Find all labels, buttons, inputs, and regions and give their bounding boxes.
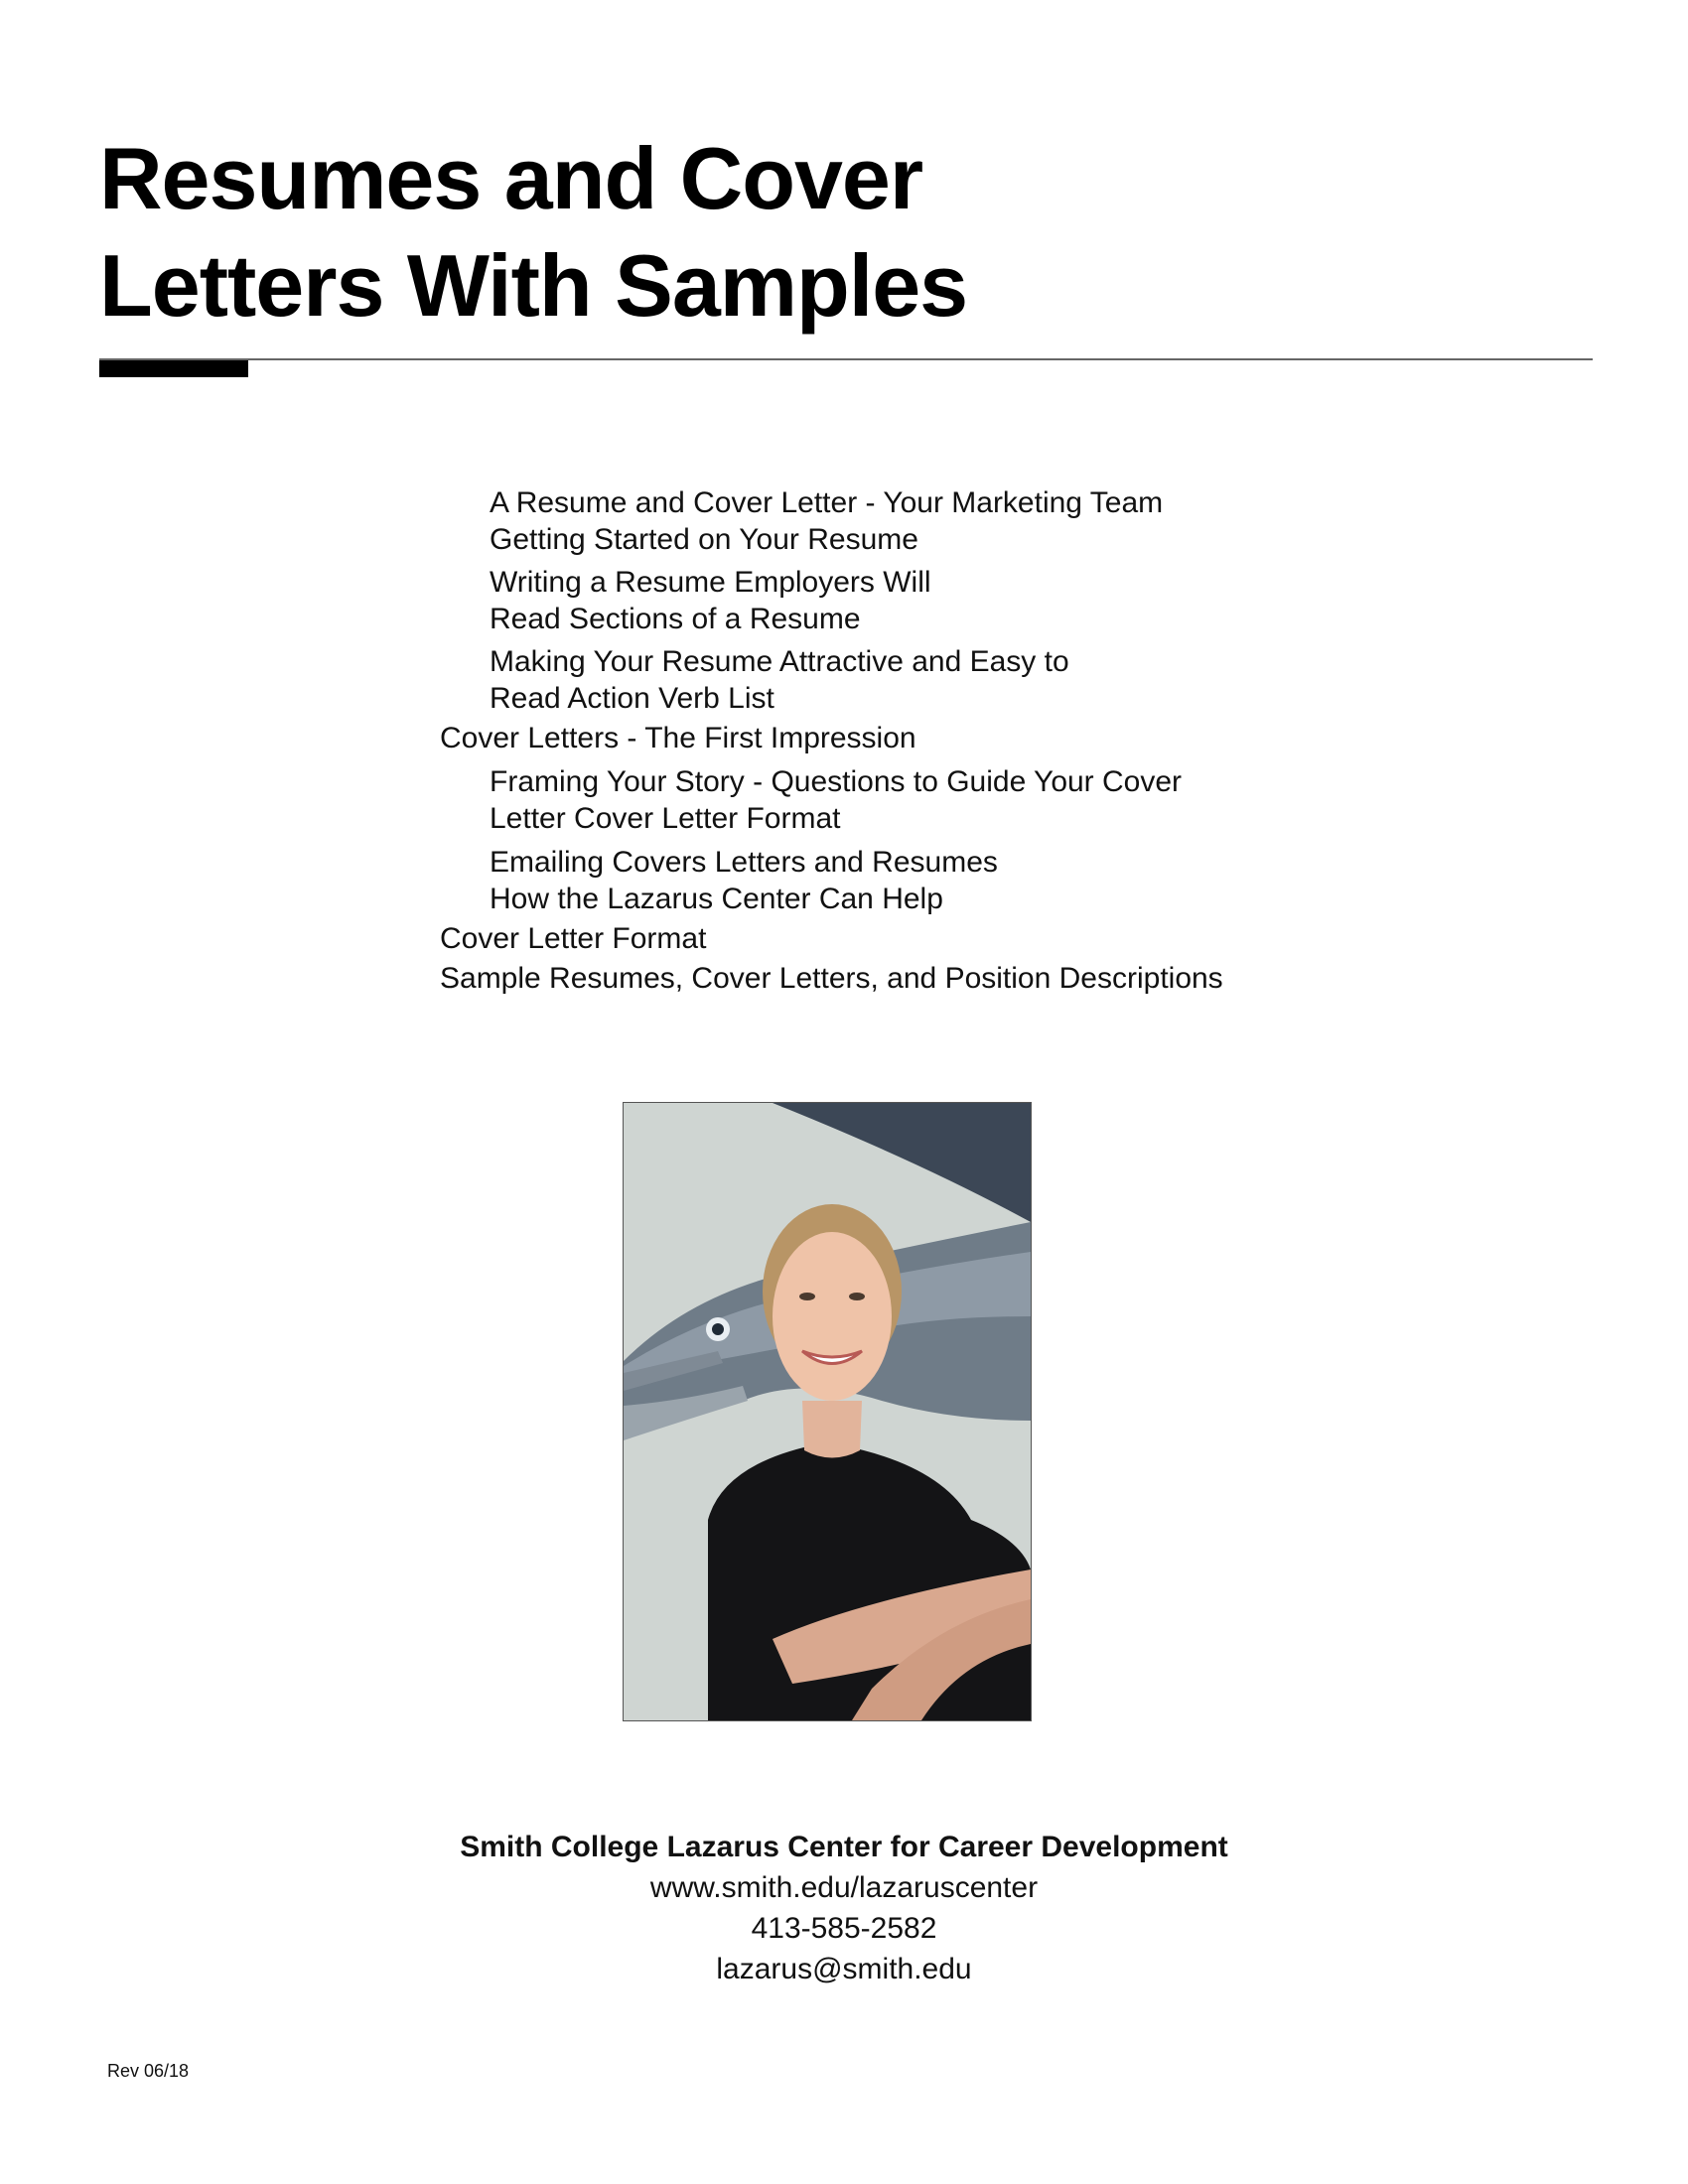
phone-number: 413-585-2582 — [751, 1912, 937, 1945]
toc-item: Framing Your Story - Questions to Guide Your Cover — [490, 765, 1183, 798]
student-photo — [623, 1102, 1032, 1721]
toc-item: Cover Letters - The First Impression — [440, 722, 916, 754]
toc-item: Letter Cover Letter Format — [490, 802, 841, 835]
website-link[interactable]: www.smith.edu/lazaruscenter — [649, 1871, 1039, 1904]
toc-item: Emailing Covers Letters and Resumes — [490, 846, 998, 879]
contact-block — [0, 1827, 1688, 1989]
toc-item: Getting Started on Your Resume — [490, 523, 918, 556]
table-of-contents — [0, 0, 1688, 1013]
toc-item: Cover Letter Format — [440, 922, 707, 955]
toc-item: Writing a Resume Employers Will — [490, 566, 931, 599]
toc-item: How the Lazarus Center Can Help — [490, 883, 943, 915]
toc-item: Sample Resumes, Cover Letters, and Position Descriptions — [440, 962, 1223, 995]
revision-note: Rev 06/18 — [107, 2061, 190, 2081]
toc-item: A Resume and Cover Letter - Your Marketing Team — [490, 486, 1164, 519]
toc-item: Read Sections of a Resume — [490, 603, 861, 635]
toc-item: Making Your Resume Attractive and Easy to — [490, 645, 1069, 678]
organization-name: Smith College Lazarus Center for Career Development — [460, 1831, 1228, 1863]
title-line-1: Resumes and Cover — [99, 129, 923, 227]
email-link[interactable]: lazarus@smith.edu — [716, 1953, 972, 1985]
title-line-2: Letters With Samples — [99, 236, 968, 335]
toc-item: Read Action Verb List — [490, 682, 774, 715]
